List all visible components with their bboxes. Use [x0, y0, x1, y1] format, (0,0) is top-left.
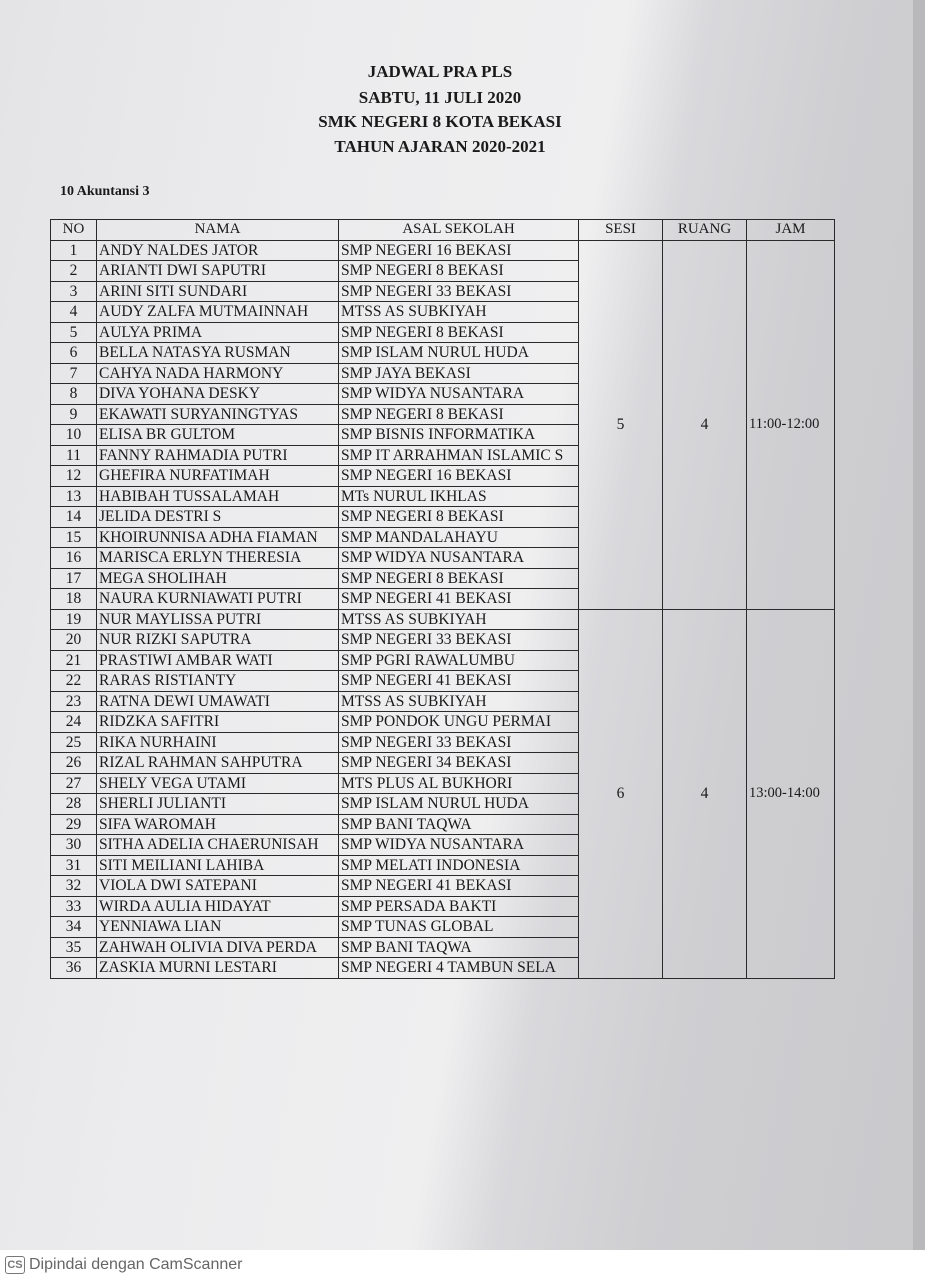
cell-no: 28 [51, 794, 97, 815]
table-body [51, 240, 835, 978]
cell-jam: 13:00-14:00 [747, 609, 835, 978]
camscanner-icon: CS [5, 1256, 25, 1274]
schedule-table [50, 219, 835, 979]
cell-asal-sekolah: SMP NEGERI 8 BEKASI [339, 404, 579, 425]
cell-nama: NUR MAYLISSA PUTRI [97, 609, 339, 630]
cell-no: 18 [51, 589, 97, 610]
cell-asal-sekolah: MTs NURUL IKHLAS [339, 486, 579, 507]
cell-asal-sekolah: SMP NEGERI 33 BEKASI [339, 630, 579, 651]
cell-nama: MEGA SHOLIHAH [97, 568, 339, 589]
cell-nama: PRASTIWI AMBAR WATI [97, 650, 339, 671]
cell-no: 34 [51, 917, 97, 938]
cell-no: 4 [51, 302, 97, 323]
column-header-sesi: SESI [579, 220, 663, 241]
cell-asal-sekolah: SMP NEGERI 34 BEKASI [339, 753, 579, 774]
cell-no: 10 [51, 425, 97, 446]
cell-nama: RIZAL RAHMAN SAHPUTRA [97, 753, 339, 774]
cell-nama: ZASKIA MURNI LESTARI [97, 958, 339, 979]
cell-no: 26 [51, 753, 97, 774]
cell-no: 22 [51, 671, 97, 692]
cell-asal-sekolah: SMP NEGERI 4 TAMBUN SELA [339, 958, 579, 979]
cell-sesi: 6 [579, 609, 663, 978]
cell-nama: HABIBAH TUSSALAMAH [97, 486, 339, 507]
table-header-row [51, 220, 835, 241]
cell-asal-sekolah: SMP MANDALAHAYU [339, 527, 579, 548]
cell-no: 19 [51, 609, 97, 630]
cell-asal-sekolah: SMP IT ARRAHMAN ISLAMIC S [339, 445, 579, 466]
title-line-4: TAHUN AJARAN 2020-2021 [334, 137, 546, 156]
cell-no: 20 [51, 630, 97, 651]
cell-no: 13 [51, 486, 97, 507]
cell-nama: RIDZKA SAFITRI [97, 712, 339, 733]
cell-ruang: 4 [663, 240, 747, 609]
cell-no: 27 [51, 773, 97, 794]
cell-nama: RARAS RISTIANTY [97, 671, 339, 692]
cell-nama: ARINI SITI SUNDARI [97, 281, 339, 302]
cell-nama: ELISA BR GULTOM [97, 425, 339, 446]
cell-nama: SIFA WAROMAH [97, 814, 339, 835]
cell-no: 1 [51, 240, 97, 261]
column-header-nama: NAMA [97, 220, 339, 241]
cell-asal-sekolah: SMP WIDYA NUSANTARA [339, 548, 579, 569]
cell-nama: SHELY VEGA UTAMI [97, 773, 339, 794]
cell-nama: EKAWATI SURYANINGTYAS [97, 404, 339, 425]
cell-no: 29 [51, 814, 97, 835]
cell-asal-sekolah: SMP WIDYA NUSANTARA [339, 835, 579, 856]
cell-no: 17 [51, 568, 97, 589]
cell-no: 32 [51, 876, 97, 897]
cell-no: 7 [51, 363, 97, 384]
column-header-asal-sekolah: ASAL SEKOLAH [339, 220, 579, 241]
cell-no: 23 [51, 691, 97, 712]
cell-nama: MARISCA ERLYN THERESIA [97, 548, 339, 569]
cell-no: 14 [51, 507, 97, 528]
cell-nama: CAHYA NADA HARMONY [97, 363, 339, 384]
cell-nama: SHERLI JULIANTI [97, 794, 339, 815]
table-row [51, 240, 835, 261]
cell-asal-sekolah: SMP PONDOK UNGU PERMAI [339, 712, 579, 733]
cell-sesi: 5 [579, 240, 663, 609]
cell-no: 21 [51, 650, 97, 671]
cell-asal-sekolah: SMP BANI TAQWA [339, 937, 579, 958]
cell-nama: AULYA PRIMA [97, 322, 339, 343]
cell-no: 16 [51, 548, 97, 569]
cell-asal-sekolah: SMP BISNIS INFORMATIKA [339, 425, 579, 446]
cell-nama: JELIDA DESTRI S [97, 507, 339, 528]
cell-asal-sekolah: SMP NEGERI 41 BEKASI [339, 876, 579, 897]
cell-no: 24 [51, 712, 97, 733]
cell-no: 30 [51, 835, 97, 856]
cell-nama: ZAHWAH OLIVIA DIVA PERDA [97, 937, 339, 958]
cell-nama: SITHA ADELIA CHAERUNISAH [97, 835, 339, 856]
cell-nama: AUDY ZALFA MUTMAINNAH [97, 302, 339, 323]
cell-asal-sekolah: SMP PERSADA BAKTI [339, 896, 579, 917]
cell-nama: KHOIRUNNISA ADHA FIAMAN [97, 527, 339, 548]
cell-asal-sekolah: SMP NEGERI 8 BEKASI [339, 507, 579, 528]
cell-asal-sekolah: SMP MELATI INDONESIA [339, 855, 579, 876]
column-header-ruang: RUANG [663, 220, 747, 241]
cell-nama: GHEFIRA NURFATIMAH [97, 466, 339, 487]
cell-no: 9 [51, 404, 97, 425]
cell-nama: YENNIAWA LIAN [97, 917, 339, 938]
class-label: 10 Akuntansi 3 [60, 184, 150, 199]
cell-nama: NAURA KURNIAWATI PUTRI [97, 589, 339, 610]
cell-no: 35 [51, 937, 97, 958]
cell-asal-sekolah: SMP BANI TAQWA [339, 814, 579, 835]
cell-asal-sekolah: SMP NEGERI 16 BEKASI [339, 240, 579, 261]
cell-nama: FANNY RAHMADIA PUTRI [97, 445, 339, 466]
cell-no: 12 [51, 466, 97, 487]
cell-asal-sekolah: MTSS AS SUBKIYAH [339, 609, 579, 630]
cell-asal-sekolah: SMP NEGERI 41 BEKASI [339, 589, 579, 610]
column-header-no: NO [51, 220, 97, 241]
cell-no: 6 [51, 343, 97, 364]
title-line-3: SMK NEGERI 8 KOTA BEKASI [318, 112, 562, 131]
cell-no: 31 [51, 855, 97, 876]
cell-no: 2 [51, 261, 97, 282]
title-line-1: JADWAL PRA PLS [367, 62, 513, 81]
cell-asal-sekolah: SMP ISLAM NURUL HUDA [339, 794, 579, 815]
scanner-footer [0, 1250, 925, 1280]
cell-no: 36 [51, 958, 97, 979]
cell-nama: SITI MEILIANI LAHIBA [97, 855, 339, 876]
cell-no: 11 [51, 445, 97, 466]
cell-nama: DIVA YOHANA DESKY [97, 384, 339, 405]
cell-no: 15 [51, 527, 97, 548]
cell-asal-sekolah: MTSS AS SUBKIYAH [339, 302, 579, 323]
cell-no: 5 [51, 322, 97, 343]
cell-asal-sekolah: SMP NEGERI 16 BEKASI [339, 466, 579, 487]
cell-asal-sekolah: SMP NEGERI 33 BEKASI [339, 732, 579, 753]
cell-asal-sekolah: SMP NEGERI 41 BEKASI [339, 671, 579, 692]
cell-nama: RATNA DEWI UMAWATI [97, 691, 339, 712]
cell-no: 33 [51, 896, 97, 917]
cell-asal-sekolah: SMP ISLAM NURUL HUDA [339, 343, 579, 364]
cell-jam: 11:00-12:00 [747, 240, 835, 609]
cell-no: 25 [51, 732, 97, 753]
cell-asal-sekolah: SMP NEGERI 33 BEKASI [339, 281, 579, 302]
cell-asal-sekolah: SMP TUNAS GLOBAL [339, 917, 579, 938]
cell-no: 3 [51, 281, 97, 302]
cell-asal-sekolah: MTS PLUS AL BUKHORI [339, 773, 579, 794]
cell-asal-sekolah: SMP NEGERI 8 BEKASI [339, 261, 579, 282]
cell-nama: NUR RIZKI SAPUTRA [97, 630, 339, 651]
table-row [51, 609, 835, 630]
cell-asal-sekolah: SMP PGRI RAWALUMBU [339, 650, 579, 671]
cell-ruang: 4 [663, 609, 747, 978]
cell-nama: RIKA NURHAINI [97, 732, 339, 753]
cell-no: 8 [51, 384, 97, 405]
cell-nama: ARIANTI DWI SAPUTRI [97, 261, 339, 282]
cell-asal-sekolah: SMP NEGERI 8 BEKASI [339, 568, 579, 589]
cell-asal-sekolah: SMP JAYA BEKASI [339, 363, 579, 384]
cell-asal-sekolah: MTSS AS SUBKIYAH [339, 691, 579, 712]
title-line-2: SABTU, 11 JULI 2020 [358, 88, 522, 107]
cell-nama: BELLA NATASYA RUSMAN [97, 343, 339, 364]
cell-nama: VIOLA DWI SATEPANI [97, 876, 339, 897]
cell-nama: WIRDA AULIA HIDAYAT [97, 896, 339, 917]
column-header-jam: JAM [747, 220, 835, 241]
cell-asal-sekolah: SMP NEGERI 8 BEKASI [339, 322, 579, 343]
scanner-footer-text: Dipindai dengan CamScanner [29, 1256, 243, 1273]
cell-asal-sekolah: SMP WIDYA NUSANTARA [339, 384, 579, 405]
cell-nama: ANDY NALDES JATOR [97, 240, 339, 261]
